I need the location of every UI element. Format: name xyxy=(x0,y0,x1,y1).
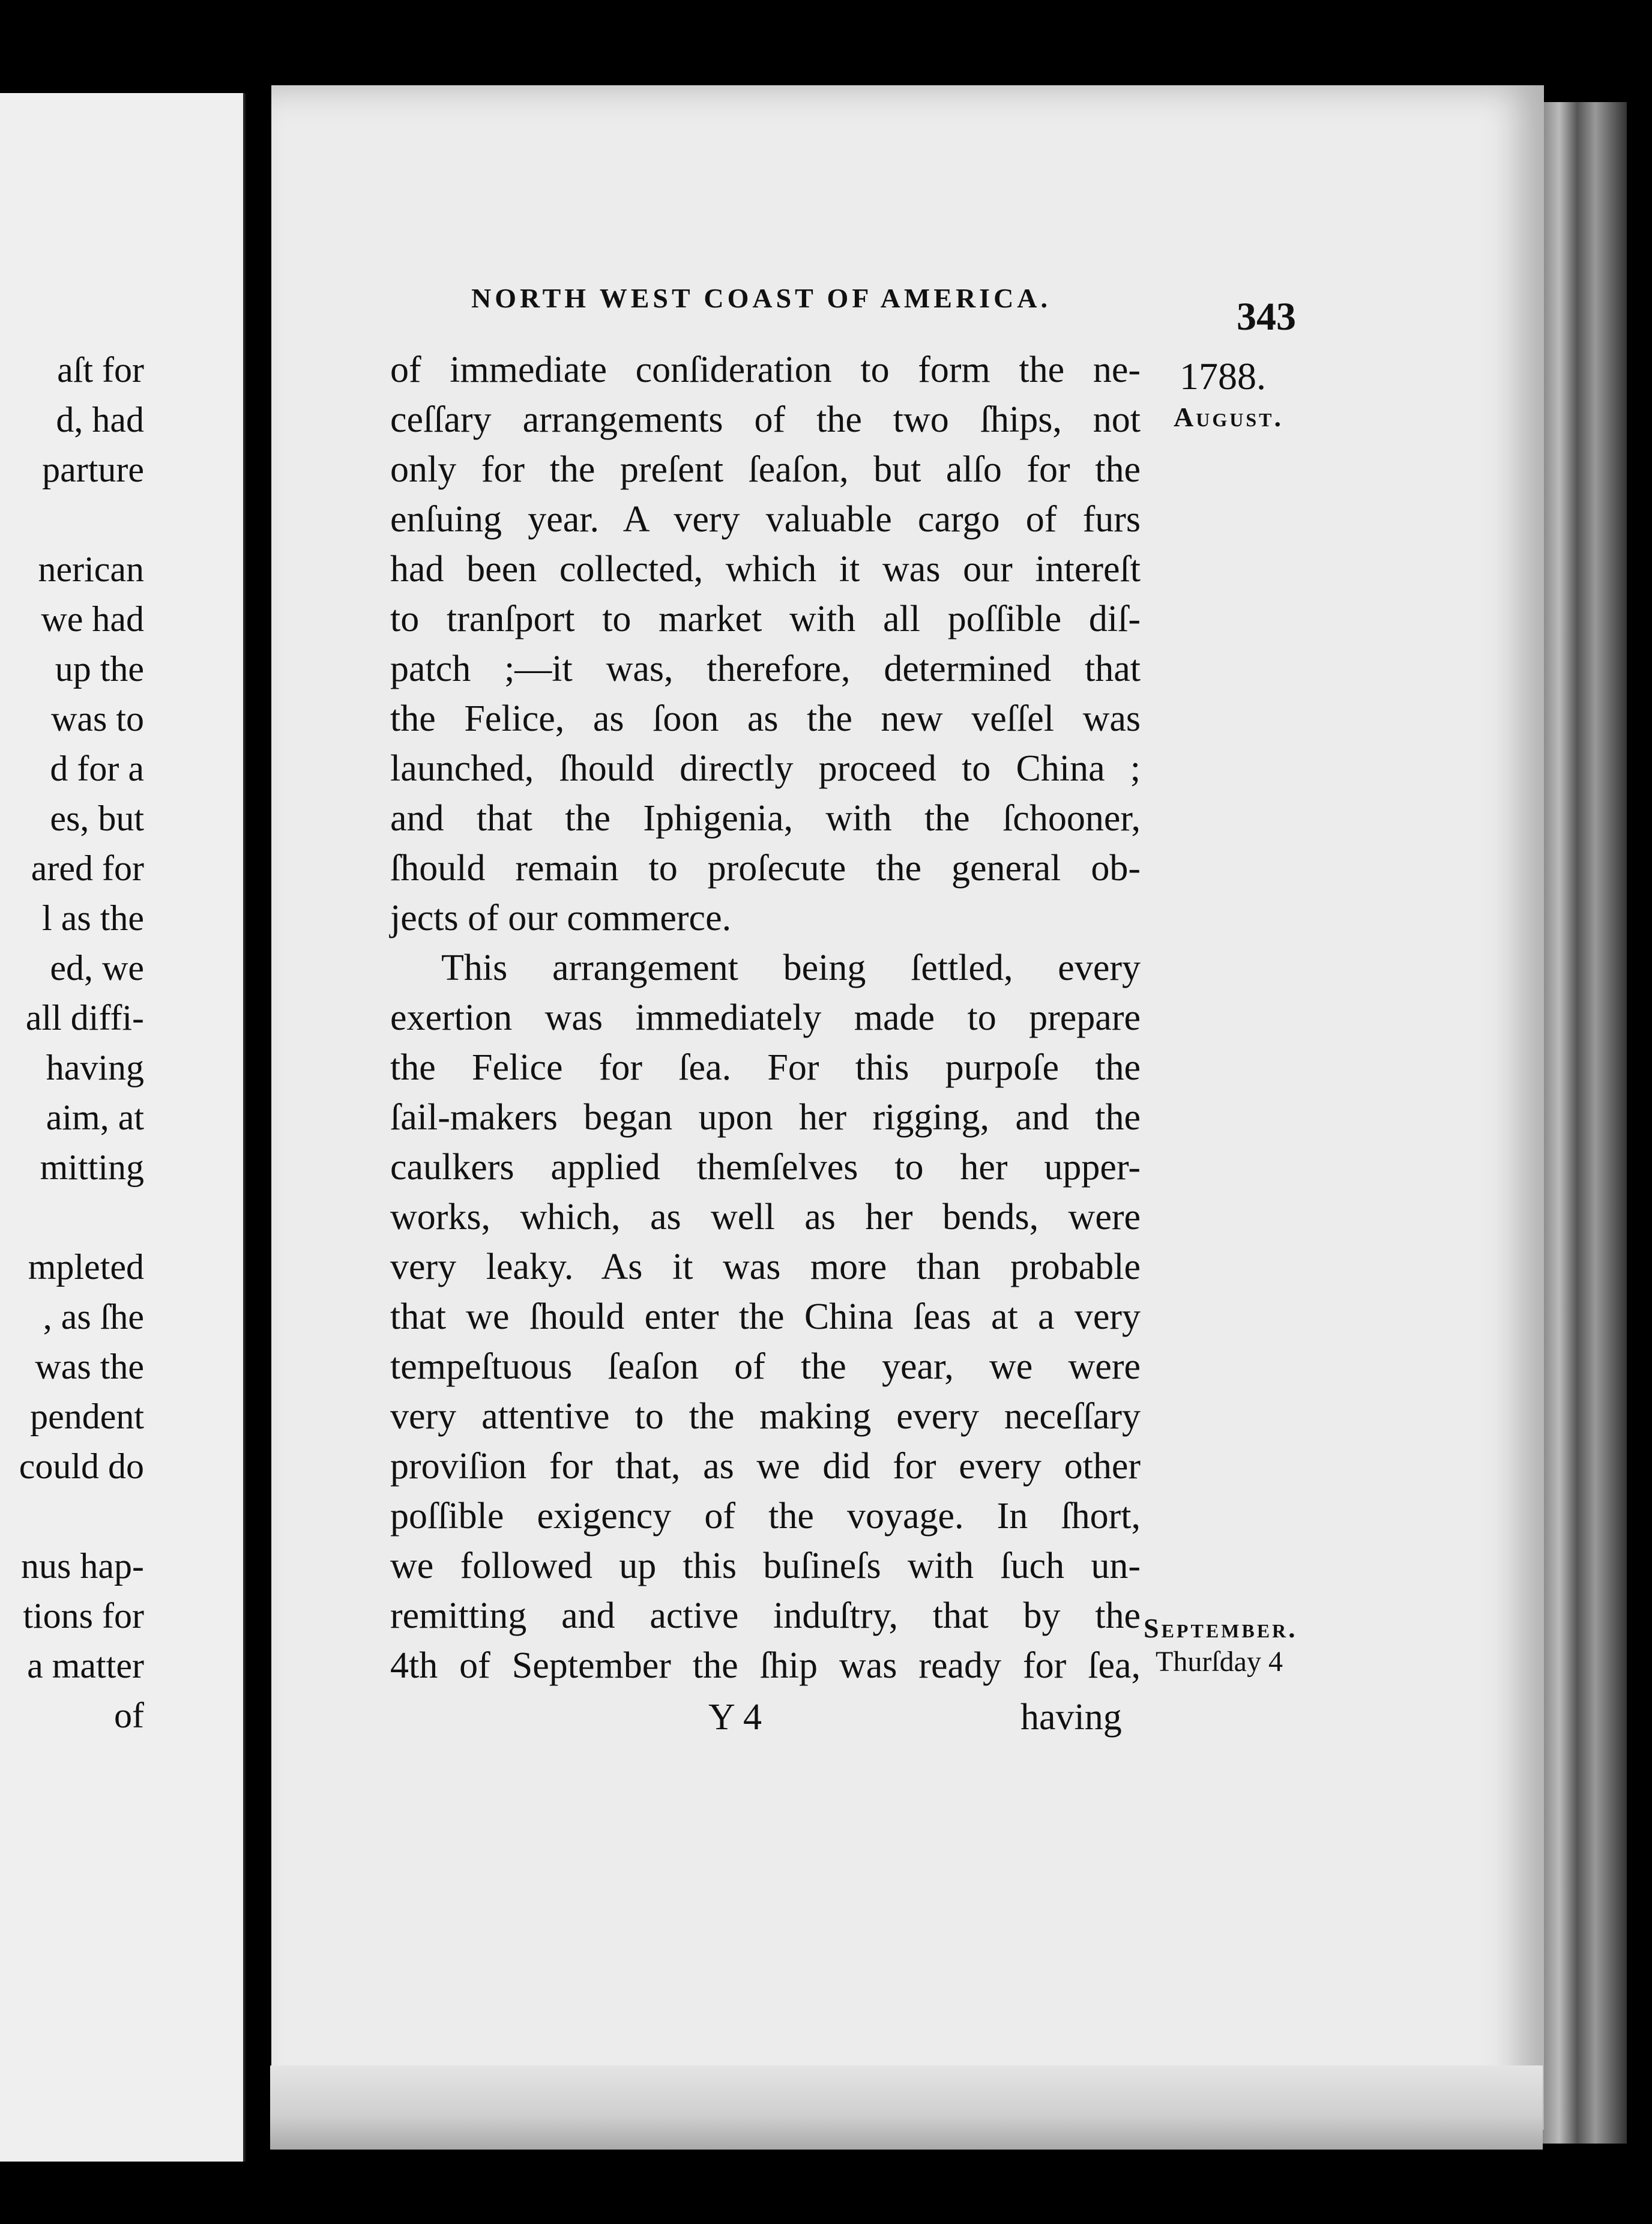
left-line: was the xyxy=(35,1347,144,1386)
text-line: enſuing year. A very valuable cargo of furs xyxy=(390,499,1141,540)
text-line: the Felice, as ſoon as the new veſſel was xyxy=(390,698,1141,739)
text-line: and that the Iphigenia, with the ſchooner, xyxy=(390,798,1141,839)
text-line: ſail-makers began upon her rigging, and the xyxy=(390,1097,1141,1138)
text-line: works, which, as well as her bends, were xyxy=(390,1197,1141,1237)
text-line: This arrangement being ſettled, every xyxy=(441,947,1141,988)
text-line: that we ſhould enter the China ſeas at a very xyxy=(390,1296,1141,1337)
left-line: d for a xyxy=(50,749,144,788)
text-line: launched, ſhould directly proceed to China ; xyxy=(390,748,1141,789)
text-line: patch ;—it was, therefore, determined that xyxy=(390,648,1141,689)
text-line: very attentive to the making every neceſſary xyxy=(390,1396,1141,1437)
signature-mark: Y 4 xyxy=(708,1697,762,1738)
body-text xyxy=(390,345,1141,1691)
left-line: parture xyxy=(42,450,144,489)
left-line: of xyxy=(114,1696,144,1735)
margin-year: 1788. xyxy=(1180,355,1266,397)
margin-day: Thurſday 4 xyxy=(1156,1646,1283,1678)
left-line: aim, at xyxy=(46,1098,144,1137)
page-bottom-edge xyxy=(270,2065,1543,2150)
left-line: was to xyxy=(51,699,144,739)
left-line: we had xyxy=(41,599,144,639)
left-line: es, but xyxy=(50,799,144,838)
left-line: a matter xyxy=(27,1646,144,1685)
left-line: mpleted xyxy=(28,1247,144,1287)
text-line: ceſſary arrangements of the two ſhips, not xyxy=(390,399,1141,440)
left-line: having xyxy=(46,1048,144,1087)
margin-month: August. xyxy=(1174,402,1283,432)
text-line: only for the preſent ſeaſon, but alſo for the xyxy=(390,449,1141,490)
left-line: all diffi- xyxy=(25,998,144,1038)
text-line: of immediate conſideration to form the ne- xyxy=(390,349,1141,390)
text-line: 4th of September the ſhip was ready for ſea, xyxy=(390,1645,1141,1686)
text-line: caulkers applied themſelves to her upper- xyxy=(390,1147,1141,1188)
left-page-text xyxy=(0,345,144,1741)
left-line: ed, we xyxy=(50,948,144,988)
text-line: proviſion for that, as we did for every other xyxy=(390,1446,1141,1487)
left-line: aſt for xyxy=(57,350,144,390)
catchword: having xyxy=(1020,1697,1122,1738)
left-line: could do xyxy=(19,1446,144,1486)
left-line: nerican xyxy=(38,549,144,589)
running-head: NORTH WEST COAST OF AMERICA. xyxy=(471,283,1052,313)
page-number: 343 xyxy=(1237,295,1296,339)
text-line: to tranſport to market with all poſſible diſ- xyxy=(390,599,1141,639)
margin-month-september: September. xyxy=(1144,1613,1298,1643)
left-line: d, had xyxy=(56,400,144,440)
left-page-fragment xyxy=(0,93,246,2162)
left-line: ared for xyxy=(31,848,144,888)
text-line: remitting and active induſtry, that by the xyxy=(390,1595,1141,1636)
text-line: the Felice for ſea. For this purpoſe the xyxy=(390,1047,1141,1088)
left-line: , as ſhe xyxy=(43,1297,144,1337)
text-line: very leaky. As it was more than probable xyxy=(390,1246,1141,1287)
left-line: l as the xyxy=(42,898,144,938)
left-line: mitting xyxy=(40,1147,144,1187)
left-line: nus hap- xyxy=(21,1546,144,1586)
left-line: tions for xyxy=(23,1596,144,1636)
text-line: poſſible exigency of the voyage. In ſhort, xyxy=(390,1496,1141,1537)
text-line: ſhould remain to proſecute the general ob- xyxy=(390,848,1141,889)
left-line: up the xyxy=(55,649,144,689)
text-line: tempeſtuous ſeaſon of the year, we were xyxy=(390,1346,1141,1387)
text-line: jects of our commerce. xyxy=(390,898,732,938)
text-line: had been collected, which it was our intereſt xyxy=(390,549,1141,590)
text-line: exertion was immediately made to prepare xyxy=(390,997,1141,1038)
text-line: we followed up this buſineſs with ſuch un- xyxy=(390,1546,1141,1586)
page-edge-stack xyxy=(1537,102,1627,2144)
left-line: pendent xyxy=(30,1397,144,1436)
